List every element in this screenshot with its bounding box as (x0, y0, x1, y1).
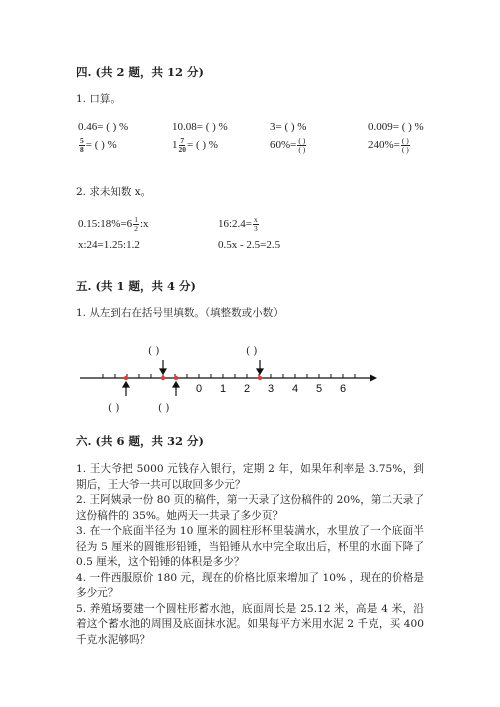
marked-point-2 (161, 376, 165, 380)
tick-label-1: 1 (219, 383, 227, 395)
section-6-title: 六. (共 6 题，共 32 分) (76, 434, 204, 448)
tick-label-3: 3 (267, 383, 275, 395)
oral-calc-item-1: 0.46= ( ) % (78, 121, 129, 133)
marked-point-1 (124, 376, 128, 380)
problem-5: 5. 养殖场要建一个圆柱形蓄水池，底面周长是 25.12 米，高是 4 米，沿着这个蓄水池的周围及底面抹水泥。如果每平方米用水泥 2 千克，买 400 千克水泥够吗？ (76, 602, 424, 646)
oral-calc-item-6: 1 $\frac{7}{20}$ = ( ) % (172, 136, 218, 154)
oral-calc-item-2: 10.08= ( ) % (172, 121, 228, 133)
arrow-up-icon (173, 382, 179, 387)
q1-label: 1. 口算。 (76, 93, 121, 105)
oral-calc-item-8: 240%= $\frac{( )}{( )}$ (368, 136, 409, 154)
problem-3: 3. 在一个底面半径为 10 厘米的圆柱形杯里装满水，水里放了一个底面半径为 5 厘米的圆锥形铅锤，当铅锤从水中完全取出后，杯里的水面下降了 0.5 厘米，这个铅锤的体积是多少？ (76, 525, 424, 568)
q2-label: 2. 求未知数 x。 (76, 186, 152, 198)
equation-1: 0.15:18%=6 $\frac{1}{2}$ :x (78, 215, 149, 233)
answer-blank-3: ( ) (108, 402, 120, 414)
tick-label-2: 2 (243, 383, 251, 395)
tick-label-6: 6 (339, 383, 347, 395)
fraction: $\frac{( )}{( )}$ (401, 136, 409, 154)
problem-1: 1. 王大爷把 5000 元钱存入银行，定期 2 年，如果年利率是 3.75%，到期后，王大爷一共可以取回多少元？ (76, 463, 424, 491)
tick-label-0: 0 (195, 383, 203, 395)
section-5-title: 五. (共 1 题，共 4 分) (76, 279, 196, 293)
fraction: $\frac{7}{20}$ (178, 136, 186, 154)
tick-label-5: 5 (315, 383, 323, 395)
oral-calc-item-7: 60%= $\frac{( )}{( )}$ (270, 136, 306, 154)
oral-calc-item-5: $\frac{5}{8}$ = ( ) % (80, 136, 117, 154)
word-problems (76, 462, 424, 648)
answer-blank-1: ( ) (148, 345, 160, 357)
equation-2: 16:2.4= $\frac{x}{3}$ (218, 215, 258, 233)
answer-blank-2: ( ) (246, 345, 258, 357)
problem-4: 4. 一件西服原价 180 元，现在的价格比原来增加了 10% ，现在的价格是多少元？ (76, 571, 424, 599)
oral-calc-item-4: 0.009= ( ) % (368, 121, 424, 133)
oral-calc-item-3: 3= ( ) % (270, 121, 307, 133)
answer-blank-4: ( ) (158, 402, 170, 414)
problem-2: 2. 王阿姨录一份 80 页的稿件，第一天录了这份稿件的 20%，第二天录了这份稿件的 35%。她两天一共录了多少页？ (76, 494, 424, 522)
fraction: $\frac{1}{2}$ (134, 215, 138, 233)
fraction: $\frac{x}{3}$ (254, 215, 258, 233)
marked-point-3 (174, 376, 178, 380)
arrow-down-icon (160, 369, 166, 374)
fraction: $\frac{( )}{( )}$ (298, 136, 306, 154)
tick-label-4: 4 (291, 383, 299, 395)
marked-point-4 (258, 376, 262, 380)
equation-4: 0.5x - 2.5=2.5 (218, 239, 281, 251)
axis-arrow-icon (370, 375, 377, 382)
arrow-up-icon (123, 382, 129, 387)
arrow-down-icon (257, 369, 263, 374)
section-4-title: 四. (共 2 题，共 12 分) (76, 65, 204, 79)
fraction: $\frac{5}{8}$ (80, 136, 84, 154)
equation-3: x:24=1.25:1.2 (78, 239, 140, 251)
s5-q1-label: 1. 从左到右在括号里填数。（填整数或小数） (76, 307, 284, 319)
